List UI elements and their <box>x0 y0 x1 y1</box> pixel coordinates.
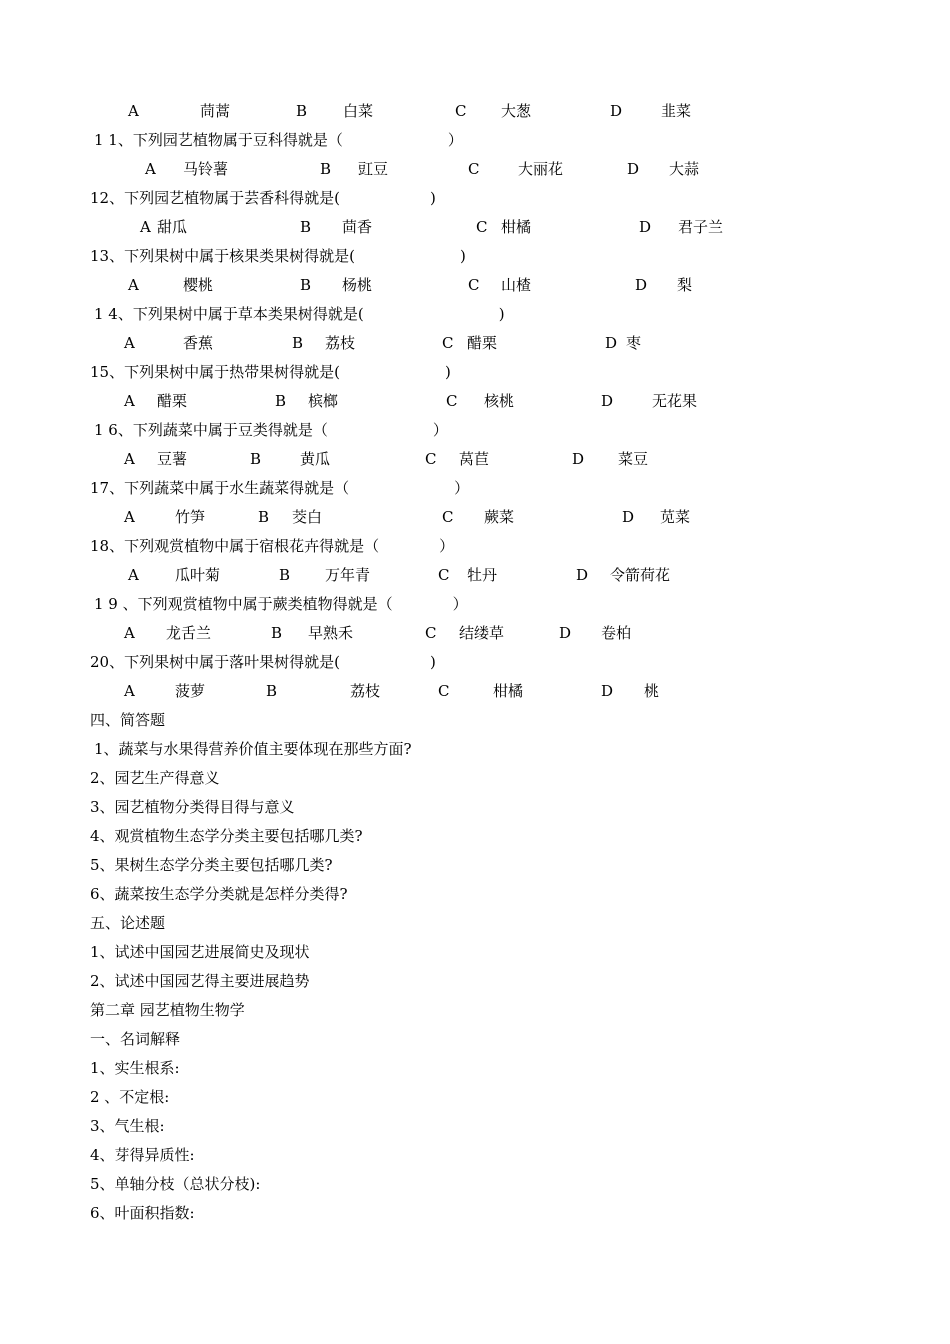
option-text: 醋栗 <box>467 334 498 352</box>
option-text: 茼蒿 <box>200 102 231 120</box>
option-text: 豆薯 <box>157 450 188 468</box>
option-text: 桃 <box>644 682 660 700</box>
option-text: 蕨菜 <box>484 508 515 526</box>
option-letter: B <box>279 566 291 584</box>
document-page: A 茼蒿 B 白菜 C 大葱 D 韭菜 1 1、下列园艺植物属于豆科得就是（ ） A 马铃薯 B 豇豆 C 大丽花 D 大蒜 12、下列园艺植物属于芸香科得就是( ) A 甜瓜 B 茴香 C 柑橘 D 君子兰 13、下列果树中属于核果类果树得就是( ) A 樱桃 B 杨桃 C 山楂 D 梨 1 4、下列果树中属于草本类果树得就是( ) A 香蕉 B 荔枝 C 醋栗 D 枣 15、下列果树中属于热带果树得就是( ) A 醋栗 B 槟榔 C 核桃 D 无花果 1 6、下列蔬菜中属于豆类得就是（ ） A 豆薯 B 黄瓜 C 莴苣 D 菜豆 17、下列蔬菜中属于水生蔬菜得就是（ ） A 竹笋 B 茭白 C 蕨菜 D 苋菜 18、下列观赏植物中属于宿根花卉得就是（ ） A 瓜叶菊 B 万年青 C 牡丹 D 令箭荷花 1 9 、下列观赏植物中属于蕨类植物得就是（ ） A 龙舌兰 B 早熟禾 C 结缕草 D 卷柏 20、下列果树中属于落叶果树得就是( ) A 菠萝 B 荔枝 C 柑橘 D 桃 四、简答题 1、蔬菜与水果得营养价值主要体现在那些方面? 2、园艺生产得意义 3、园艺植物分类得目得与意义 4、观赏植物生态学分类主要包括哪几类? 5、果树生态学分类主要包括哪几类? 6、蔬菜按生态学分类就是怎样分类得? 五、论述题 1、试述中国园艺进展简史及现状 2、试述中国园艺得主要进展趋势 第二章 园艺植物生物学 一、名词解释 1、实生根系: 2 、不定根: 3、气生根: 4、芽得异质性: 5、单轴分枝（总状分枝): 6、叶面积指数: <box>90 102 724 1222</box>
option-text: 香蕉 <box>183 334 214 352</box>
option-letter: C <box>446 392 458 410</box>
option-letter: A <box>128 276 139 294</box>
option-text: 豇豆 <box>358 160 389 178</box>
option-text: 白菜 <box>343 102 374 120</box>
option-letter: A <box>124 450 135 468</box>
option-letter: D <box>639 218 652 236</box>
option-letter: B <box>271 624 283 642</box>
option-letter: B <box>296 102 308 120</box>
option-letter: B <box>320 160 332 178</box>
option-text: 菠萝 <box>175 682 206 700</box>
option-letter: A <box>145 160 156 178</box>
option-letter: A <box>128 102 139 120</box>
option-letter: A <box>128 566 139 584</box>
option-text: 菜豆 <box>618 450 649 468</box>
option-text: 大丽花 <box>518 160 564 178</box>
option-text: 大蒜 <box>669 160 700 178</box>
option-letter: C <box>468 276 480 294</box>
option-letter: D <box>635 276 648 294</box>
option-letter: D <box>572 450 585 468</box>
option-text: 万年青 <box>325 566 371 584</box>
option-letter: B <box>250 450 262 468</box>
option-letter: D <box>576 566 589 584</box>
option-text: 核桃 <box>484 392 515 410</box>
option-text: 早熟禾 <box>308 624 354 642</box>
option-letter: C <box>468 160 480 178</box>
option-letter: A <box>124 624 135 642</box>
option-text: 大葱 <box>501 102 532 120</box>
option-text: 黄瓜 <box>300 450 331 468</box>
option-text: 莴苣 <box>459 450 490 468</box>
option-letter: C <box>442 508 454 526</box>
option-text: 甜瓜 <box>157 218 188 236</box>
option-letter: B <box>300 218 312 236</box>
option-letter: B <box>300 276 312 294</box>
option-text: 苋菜 <box>660 508 691 526</box>
option-text: 马铃薯 <box>183 160 229 178</box>
option-letter: A <box>124 508 135 526</box>
option-letter: D <box>610 102 623 120</box>
option-letter: D <box>559 624 572 642</box>
option-letter: C <box>438 682 450 700</box>
option-text: 瓜叶菊 <box>175 566 221 584</box>
option-text: 无花果 <box>652 392 698 410</box>
option-text: 竹笋 <box>175 508 206 526</box>
option-text: 结缕草 <box>459 624 505 642</box>
option-letter: A <box>140 218 151 236</box>
option-text: 枣 <box>626 334 642 352</box>
option-letter: D <box>605 334 618 352</box>
option-text: 梨 <box>677 276 693 294</box>
option-letter: D <box>601 392 614 410</box>
option-letter: B <box>292 334 304 352</box>
option-text: 令箭荷花 <box>610 566 671 584</box>
option-letter: D <box>601 682 614 700</box>
option-text: 山楂 <box>501 276 532 294</box>
option-text: 醋栗 <box>157 392 188 410</box>
option-letter: D <box>622 508 635 526</box>
option-text: 茴香 <box>342 218 373 236</box>
option-text: 柑橘 <box>493 682 524 700</box>
option-text: 杨桃 <box>342 276 373 294</box>
option-text: 君子兰 <box>678 218 724 236</box>
option-letter: C <box>476 218 488 236</box>
option-letter: C <box>425 624 437 642</box>
option-text: 龙舌兰 <box>166 624 212 642</box>
option-letter: C <box>442 334 454 352</box>
option-letter: B <box>266 682 278 700</box>
option-text: 樱桃 <box>183 276 214 294</box>
option-letter: B <box>258 508 270 526</box>
option-letter: A <box>124 334 135 352</box>
option-text: 荔枝 <box>350 682 381 700</box>
option-text: 茭白 <box>292 508 323 526</box>
option-text: 槟榔 <box>308 392 339 410</box>
option-letter: A <box>124 682 135 700</box>
option-text: 韭菜 <box>661 102 692 120</box>
option-text: 卷柏 <box>601 624 632 642</box>
option-text: 牡丹 <box>467 566 498 584</box>
option-letter: D <box>627 160 640 178</box>
option-letter: C <box>425 450 437 468</box>
option-letter: C <box>438 566 450 584</box>
option-text: 荔枝 <box>325 334 356 352</box>
option-letter: B <box>275 392 287 410</box>
option-letter: C <box>455 102 467 120</box>
option-text: 柑橘 <box>501 218 532 236</box>
option-letter: A <box>124 392 135 410</box>
